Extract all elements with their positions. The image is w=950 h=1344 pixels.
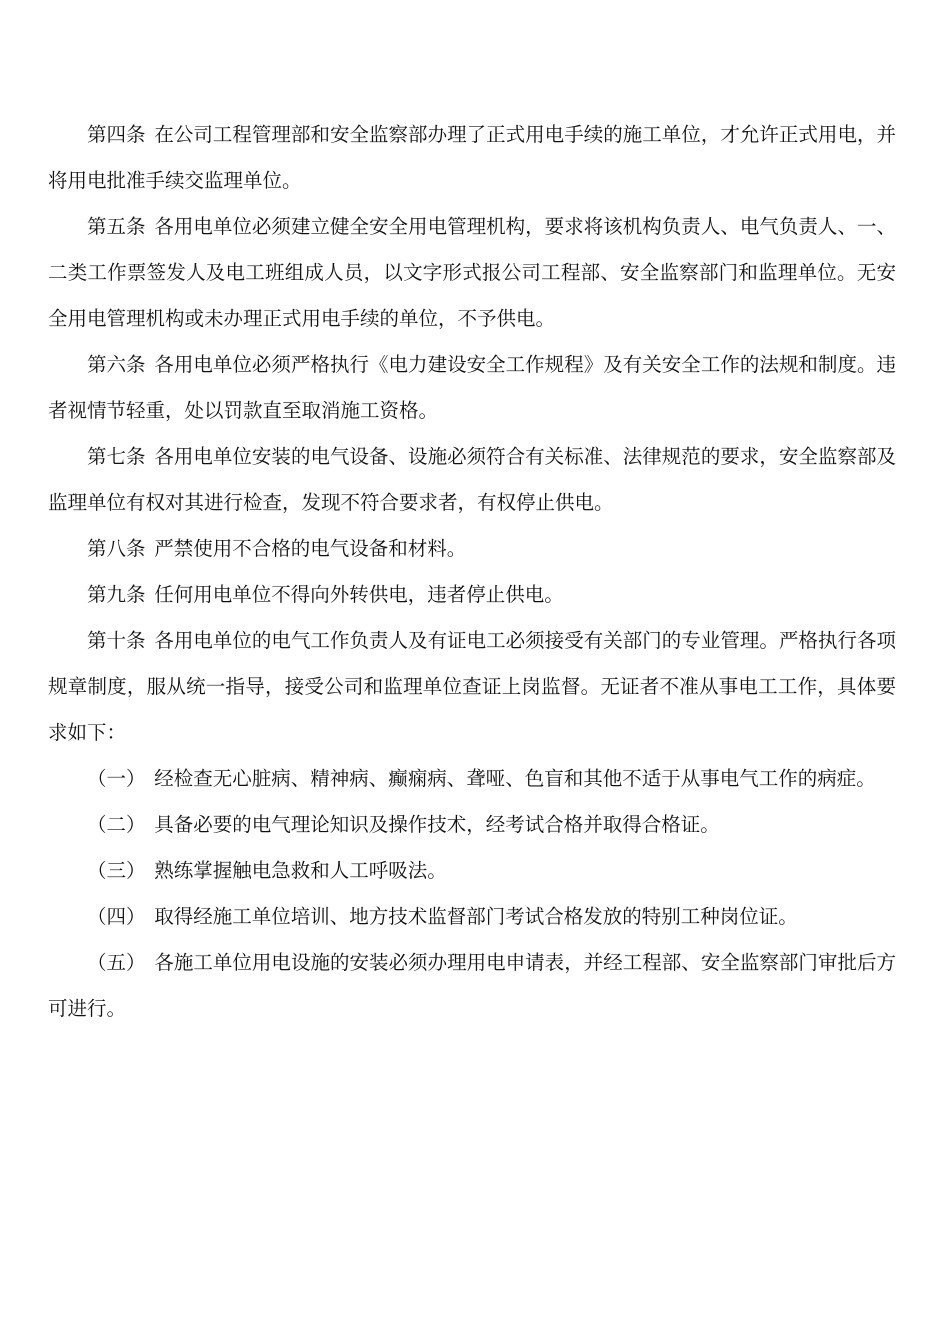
item-label: （四） (87, 905, 146, 928)
requirement-5-paragraph (48, 940, 896, 1032)
item-text: 熟练掌握触电急救和人工呼吸法。 (154, 859, 447, 882)
article-label: 第五条 (87, 215, 146, 238)
article-label: 第七条 (87, 445, 146, 468)
article-8-paragraph (48, 526, 896, 572)
item-text: 各施工单位用电设施的安装必须办理用电申请表，并经工程部、安全监察部门审批后方可进行。 (48, 951, 896, 1020)
article-label: 第十条 (87, 629, 146, 652)
article-7-paragraph (48, 434, 896, 526)
article-9-paragraph (48, 572, 896, 618)
article-text: 各用电单位的电气工作负责人及有证电工必须接受有关部门的专业管理。严格执行各项规章制度，服从统一指导，接受公司和监理单位查证上岗监督。无证者不准从事电工工作，具体要求如下： (48, 629, 896, 744)
article-text: 各用电单位安装的电气设备、设施必须符合有关标准、法律规范的要求，安全监察部及监理单位有权对其进行检查，发现不符合要求者，有权停止供电。 (48, 445, 896, 514)
item-text: 取得经施工单位培训、地方技术监督部门考试合格发放的特别工种岗位证。 (154, 905, 798, 928)
requirement-3-paragraph (48, 848, 896, 894)
article-6-paragraph (48, 342, 896, 434)
item-text: 具备必要的电气理论知识及操作技术，经考试合格并取得合格证。 (154, 813, 720, 836)
article-label: 第九条 (87, 583, 146, 606)
article-label: 第四条 (87, 123, 146, 146)
article-label: 第八条 (87, 537, 146, 560)
article-text: 严禁使用不合格的电气设备和材料。 (154, 537, 467, 560)
article-text: 在公司工程管理部和安全监察部办理了正式用电手续的施工单位，才允许正式用电，并将用电批准手续交监理单位。 (48, 123, 896, 192)
requirement-2-paragraph (48, 802, 896, 848)
requirement-1-paragraph (48, 756, 896, 802)
article-text: 任何用电单位不得向外转供电，违者停止供电。 (154, 583, 564, 606)
article-10-paragraph (48, 618, 896, 756)
item-label: （一） (87, 767, 146, 790)
article-text: 各用电单位必须建立健全安全用电管理机构，要求将该机构负责人、电气负责人、一、二类工作票签发人及电工班组成人员，以文字形式报公司工程部、安全监察部门和监理单位。无安全用电管理机构或未办理正式用电手续的单位，不予供电。 (48, 215, 896, 330)
article-text: 各用电单位必须严格执行《电力建设安全工作规程》及有关安全工作的法规和制度。违者视情节轻重，处以罚款直至取消施工资格。 (48, 353, 896, 422)
item-text: 经检查无心脏病、精神病、癫痫病、聋哑、色盲和其他不适于从事电气工作的病症。 (154, 767, 876, 790)
article-label: 第六条 (87, 353, 146, 376)
item-label: （三） (87, 859, 146, 882)
requirement-4-paragraph (48, 894, 896, 940)
item-label: （五） (87, 951, 146, 974)
article-5-paragraph (48, 204, 896, 342)
item-label: （二） (87, 813, 146, 836)
document-body (48, 112, 896, 1032)
article-4-paragraph (48, 112, 896, 204)
